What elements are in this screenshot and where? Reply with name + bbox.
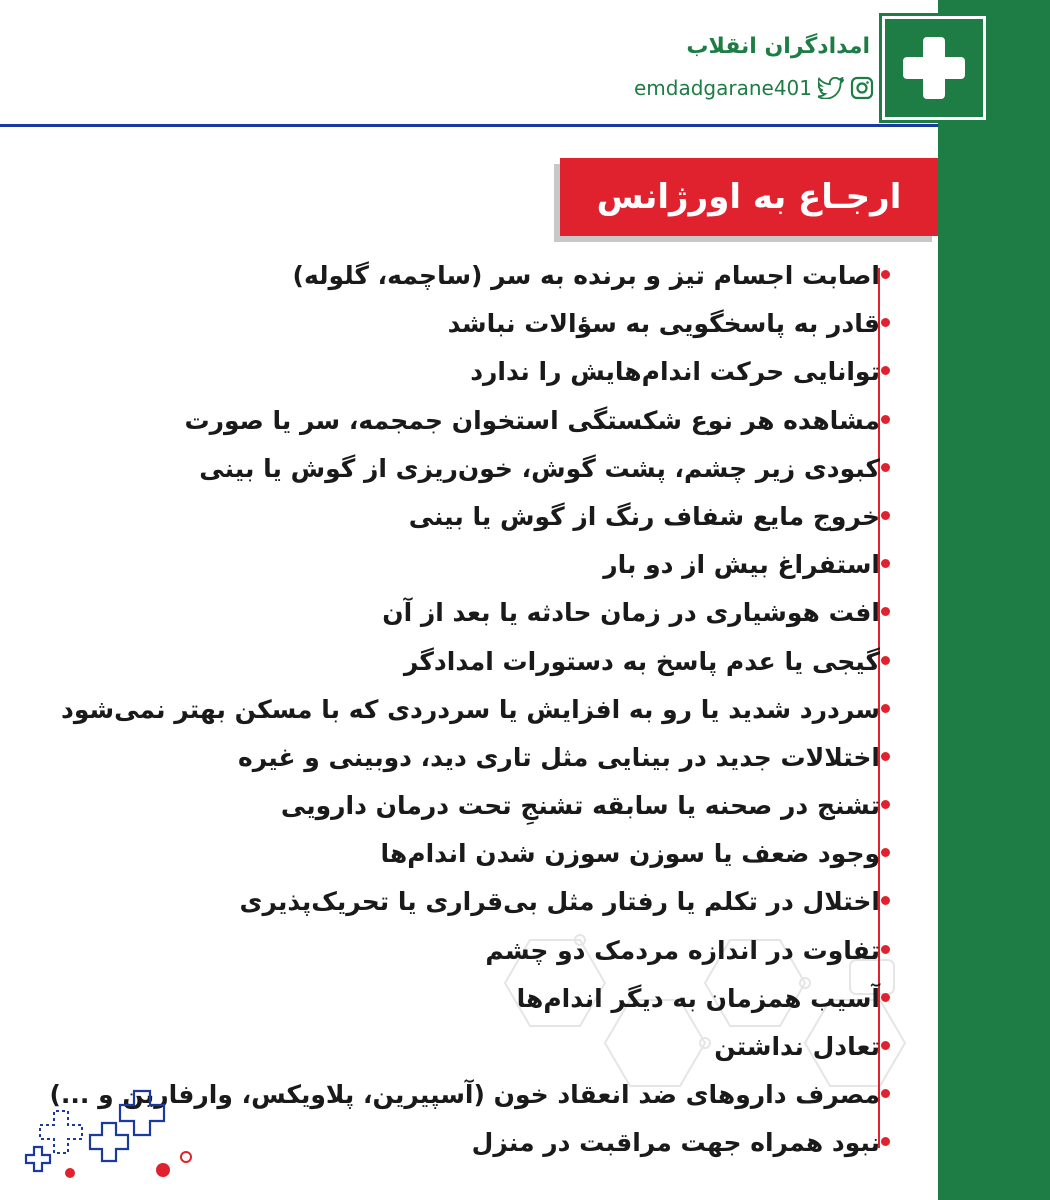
- bullet-dot: [881, 463, 890, 472]
- list-item: افت هوشیاری در زمان حادثه یا بعد از آن: [60, 589, 880, 637]
- criteria-list: [49, 252, 880, 1168]
- list-item: سردرد شدید یا رو به افزایش یا سردردی که با مسکن بهتر نمی‌شود: [60, 686, 880, 734]
- bullet-dot: [881, 559, 890, 568]
- twitter-icon[interactable]: [818, 77, 844, 99]
- list-item: خروج مایع شفاف رنگ از گوش یا بینی: [60, 493, 880, 541]
- bullet-dot: [881, 656, 890, 665]
- bullet-dot: [881, 848, 890, 857]
- side-green-bar: [938, 0, 1050, 1200]
- social-handle[interactable]: emdadgarane401: [633, 76, 812, 100]
- list-item: توانایی حرکت اندام‌هایش را ندارد: [60, 348, 880, 396]
- header-divider: [0, 124, 938, 127]
- list-item: مشاهده هر نوع شکستگی استخوان جمجمه، سر یا صورت: [60, 397, 880, 445]
- page-title: ارجـاع به اورژانس: [596, 177, 902, 217]
- bullet-dot: [881, 704, 890, 713]
- logo: [882, 16, 986, 120]
- bullet-dot: [881, 1041, 890, 1050]
- list-item: مصرف داروهای ضد انعقاد خون (آسپیرین، پلاویکس، وارفارین و ...): [60, 1071, 880, 1119]
- bullet-dot: [881, 415, 890, 424]
- list-item: استفراغ بیش از دو بار: [60, 541, 880, 589]
- bullet-dot: [881, 752, 890, 761]
- bullet-dot: [881, 896, 890, 905]
- bullet-dot: [881, 511, 890, 520]
- medical-cross-icon: [899, 33, 969, 103]
- bullet-dot: [881, 607, 890, 616]
- brand-name: امدادگران انقلاب: [686, 34, 870, 59]
- bullet-dot: [881, 800, 890, 809]
- list-item: تعادل نداشتن: [60, 1023, 880, 1071]
- instagram-icon[interactable]: [850, 76, 874, 100]
- list-item: وجود ضعف یا سوزن سوزن شدن اندام‌ها: [60, 830, 880, 878]
- bullet-dot: [881, 945, 890, 954]
- list-item: اصابت اجسام تیز و برنده به سر (ساچمه، گلوله): [60, 252, 880, 300]
- list-item: آسیب همزمان به دیگر اندام‌ها: [60, 975, 880, 1023]
- social-row: [634, 76, 874, 100]
- list-item: کبودی زیر چشم، پشت گوش، خون‌ریزی از گوش یا بینی: [60, 445, 880, 493]
- list-item: قادر به پاسخگویی به سؤالات نباشد: [60, 300, 880, 348]
- bullet-dot: [881, 270, 890, 279]
- bullet-dot: [881, 993, 890, 1002]
- bullet-dot: [881, 318, 890, 327]
- decorative-crosses: [20, 1085, 220, 1185]
- bullet-dot: [881, 366, 890, 375]
- list-item: تشنج در صحنه یا سابقه تشنجِ تحت درمان دارویی: [60, 782, 880, 830]
- list-item: نبود همراه جهت مراقبت در منزل: [60, 1119, 880, 1167]
- title-banner: [560, 158, 938, 236]
- list-item: اختلال در تکلم یا رفتار مثل بی‌قراری یا تحریک‌پذیری: [60, 878, 880, 926]
- list-item: تفاوت در اندازه مردمک دو چشم: [60, 927, 880, 975]
- list-item: اختلالات جدید در بینایی مثل تاری دید، دوبینی و غیره: [60, 734, 880, 782]
- list-item: گیجی یا عدم پاسخ به دستورات امدادگر: [60, 638, 880, 686]
